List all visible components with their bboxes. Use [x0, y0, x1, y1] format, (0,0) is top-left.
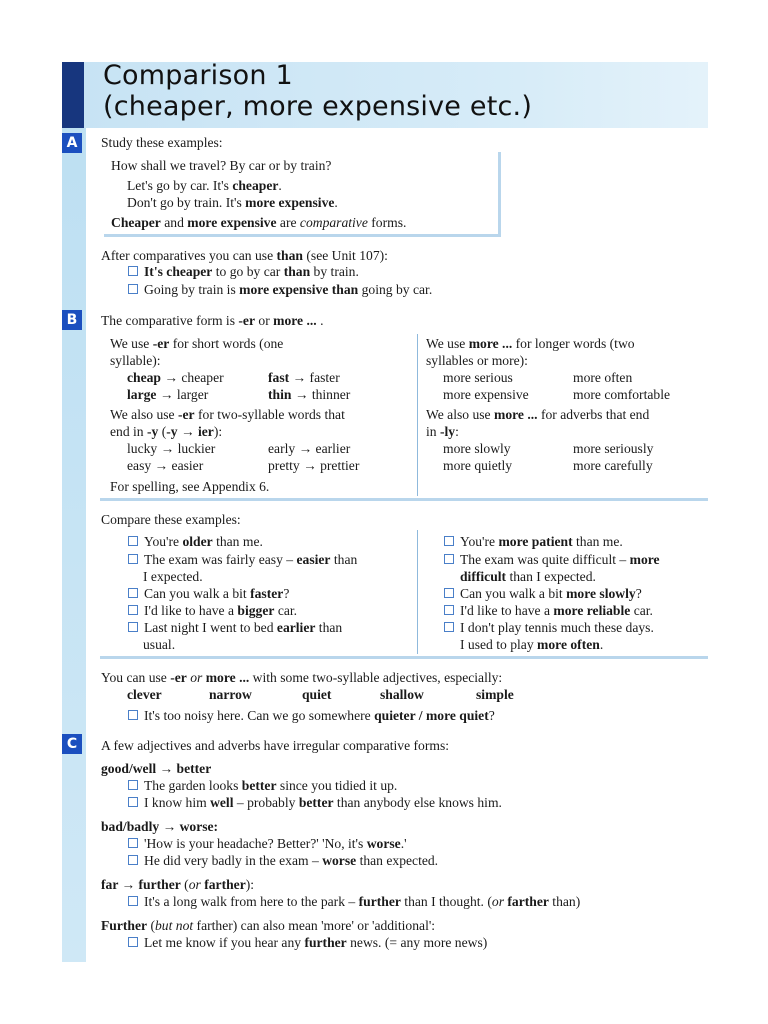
box-a-line-1: How shall we travel? By car or by train? [111, 158, 332, 173]
good-heading: good/well → better [101, 761, 212, 776]
good-example-2: I know him well – probably better than anybody else knows him. [128, 795, 502, 811]
bad-example-1: 'How is your headache? Better?' 'No, it's worse.' [128, 836, 407, 852]
noisy-example: It's too noisy here. Can we go somewhere quieter / more quiet? [128, 708, 495, 724]
compare-right-2-cont: difficult than I expected. [460, 569, 596, 584]
rule-more-ly-cont: in -ly: [426, 424, 459, 439]
er-example-3: large → larger [127, 387, 209, 402]
compare-right-5-cont: I used to play more often. [460, 637, 604, 652]
bullet-icon [128, 710, 138, 720]
bullet-icon [128, 284, 138, 294]
bullet-icon [128, 266, 138, 276]
title-line-1: Comparison 1 [103, 60, 293, 91]
bullet-icon [444, 554, 454, 564]
compare-left-2-cont: I expected. [143, 569, 203, 584]
more-example-3: more expensive [443, 387, 529, 402]
title-line-2: (cheaper, more expensive etc.) [103, 91, 533, 122]
left-margin-strip [62, 62, 86, 962]
compare-divider [417, 530, 418, 654]
section-a-intro: Study these examples: [101, 135, 223, 150]
spelling-note: For spelling, see Appendix 6. [110, 479, 270, 494]
divider-compare [100, 656, 708, 659]
rule-er-y-cont: end in -y (-y → ier): [110, 424, 223, 439]
divider-rules [100, 498, 708, 501]
bullet-icon [128, 588, 138, 598]
bullet-icon [444, 605, 454, 615]
bullet-icon [444, 622, 454, 632]
bad-heading: bad/badly → worse: [101, 819, 219, 834]
bullet-icon [128, 797, 138, 807]
er-example-4: thin → thinner [268, 387, 351, 402]
ly-example-3: more quietly [443, 458, 513, 473]
after-comparatives-text: After comparatives you can use than (see Unit 107): [101, 248, 388, 263]
compare-intro: Compare these examples: [101, 512, 241, 527]
example-a-2: Going by train is more expensive than going by car. [128, 282, 432, 298]
example-a-1: It's cheaper to go by car than by train. [128, 264, 359, 280]
box-a-line-4: Cheaper and more expensive are comparative forms. [111, 215, 407, 230]
bullet-icon [128, 554, 138, 564]
section-badge-b: B [62, 310, 82, 330]
rule-more-long-cont: syllables or more): [426, 353, 528, 368]
rule-er-short-cont: syllable): [110, 353, 161, 368]
section-c-intro: A few adjectives and adverbs have irregular comparative forms: [101, 738, 450, 753]
compare-left-4: I'd like to have a bigger car. [128, 603, 297, 619]
ly-example-4: more carefully [573, 458, 653, 473]
bullet-icon [444, 536, 454, 546]
compare-left-5: Last night I went to bed earlier than [128, 620, 342, 636]
compare-right-5: I don't play tennis much these days. [444, 620, 654, 636]
compare-left-2: The exam was fairly easy – easier than [128, 552, 357, 568]
rule-more-long: We use more ... for longer words (two [426, 336, 635, 351]
bad-example-2: He did very badly in the exam – worse than expected. [128, 853, 438, 869]
box-a-line-3: Don't go by train. It's more expensive. [127, 195, 338, 210]
er-example-2: fast → faster [268, 370, 340, 385]
column-divider [417, 334, 418, 496]
adjective-shallow: shallow [380, 687, 424, 702]
further-example-1: Let me know if you hear any further news. (= any more news) [128, 935, 487, 951]
bullet-icon [128, 855, 138, 865]
compare-right-1: You're more patient than me. [444, 534, 623, 550]
bullet-icon [128, 838, 138, 848]
either-form-text: You can use -er or more ... with some two-syllable adjectives, especially: [101, 670, 503, 685]
ly-example-1: more slowly [443, 441, 511, 456]
box-a-line-2: Let's go by car. It's cheaper. [127, 178, 282, 193]
er-example-1: cheap → cheaper [127, 370, 224, 385]
section-badge-a: A [62, 133, 82, 153]
adjective-narrow: narrow [209, 687, 252, 702]
bullet-icon [444, 588, 454, 598]
adjective-clever: clever [127, 687, 162, 702]
section-b-intro: The comparative form is -er or more ... . [101, 313, 324, 328]
y-example-1: lucky → luckier [127, 441, 216, 456]
bullet-icon [128, 605, 138, 615]
more-example-4: more comfortable [573, 387, 671, 402]
bullet-icon [128, 536, 138, 546]
compare-right-4: I'd like to have a more reliable car. [444, 603, 653, 619]
good-example-1: The garden looks better since you tidied it up. [128, 778, 397, 794]
bullet-icon [128, 937, 138, 947]
compare-right-3: Can you walk a bit more slowly? [444, 586, 642, 602]
ly-example-2: more seriously [573, 441, 654, 456]
compare-left-3: Can you walk a bit faster? [128, 586, 289, 602]
y-example-3: easy → easier [127, 458, 204, 473]
compare-left-5-cont: usual. [143, 637, 176, 652]
compare-left-1: You're older than me. [128, 534, 263, 550]
section-badge-c: C [62, 734, 82, 754]
adjective-quiet: quiet [302, 687, 332, 702]
far-heading: far → further (or farther): [101, 877, 255, 892]
y-example-2: early → earlier [268, 441, 351, 456]
rule-er-short: We use -er for short words (one [110, 336, 284, 351]
bullet-icon [128, 622, 138, 632]
bullet-icon [128, 896, 138, 906]
page-title [103, 60, 532, 122]
further-heading: Further (but not farther) can also mean 'more' or 'additional': [101, 918, 436, 933]
more-example-2: more often [573, 370, 633, 385]
adjective-simple: simple [476, 687, 514, 702]
bullet-icon [128, 780, 138, 790]
y-example-4: pretty → prettier [268, 458, 360, 473]
rule-er-y: We also use -er for two-syllable words that [110, 407, 345, 422]
unit-marker-block [62, 62, 84, 128]
rule-more-ly: We also use more ... for adverbs that end [426, 407, 650, 422]
far-example-1: It's a long walk from here to the park – further than I thought. (or farther than) [128, 894, 580, 910]
more-example-1: more serious [443, 370, 513, 385]
compare-right-2: The exam was quite difficult – more [444, 552, 660, 568]
